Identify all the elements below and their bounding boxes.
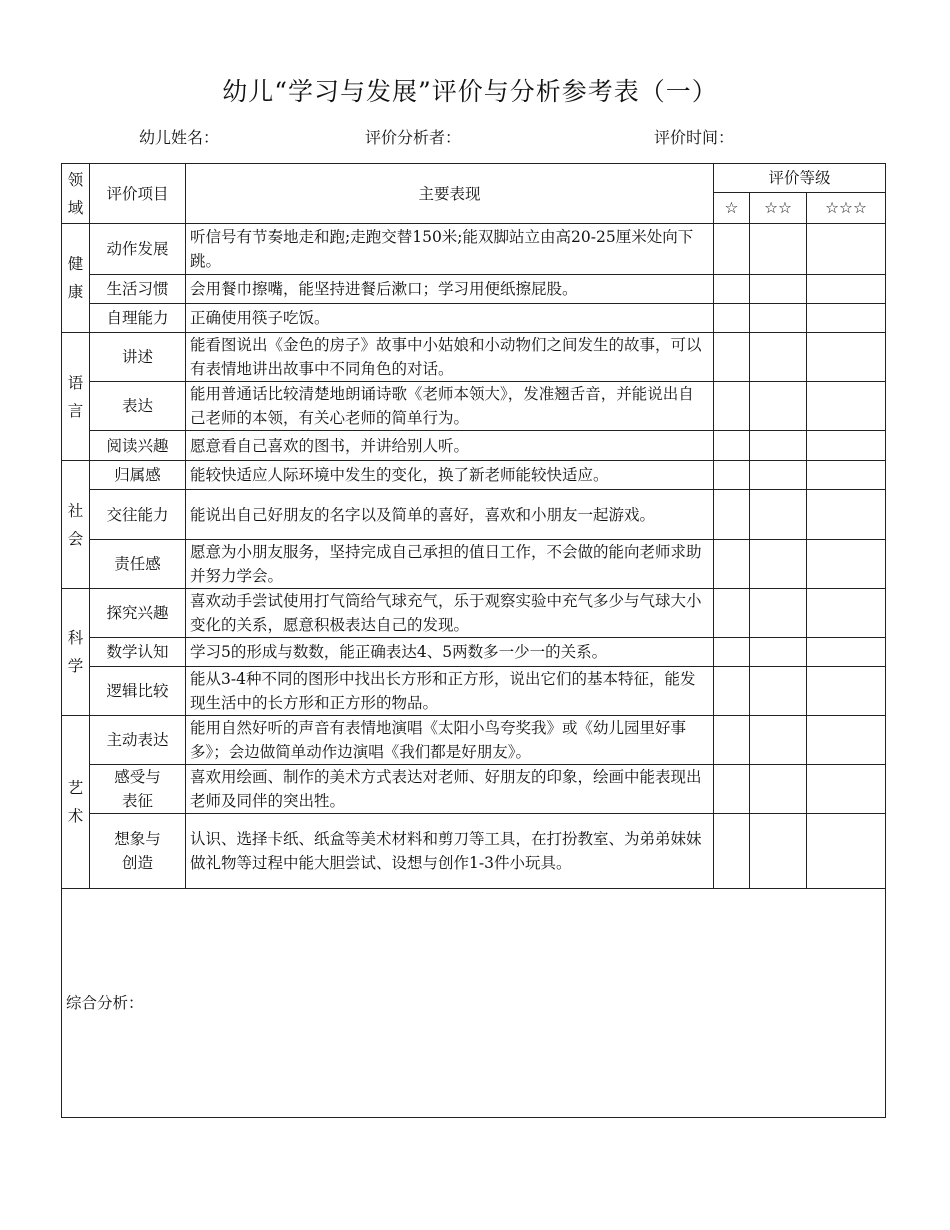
item-label: 逻辑比较 [90, 667, 186, 716]
grade-cell-1[interactable] [714, 461, 750, 490]
performance-text: 能用普通话比较清楚地朗诵诗歌《老师本领大》，发准翘舌音，并能说出自己老师的本领，有关心老师的简单行为。 [186, 382, 714, 431]
grade-cell-1[interactable] [714, 382, 750, 431]
grade-cell-2[interactable] [750, 716, 807, 765]
item-label: 动作发展 [90, 224, 186, 275]
grade-cell-2[interactable] [750, 638, 807, 667]
item-label: 自理能力 [90, 304, 186, 333]
item-label: 归属感 [90, 461, 186, 490]
grade-cell-3[interactable] [807, 382, 886, 431]
performance-text: 会用餐巾擦嘴，能坚持进餐后漱口；学习用便纸擦屁股。 [186, 275, 714, 304]
grade-cell-3[interactable] [807, 461, 886, 490]
performance-text: 喜欢动手尝试使用打气筒给气球充气，乐于观察实验中充气多少与气球大小变化的关系，愿意积极表达自己的发现。 [186, 589, 714, 638]
grade-cell-2[interactable] [750, 275, 807, 304]
grade-cell-1[interactable] [714, 431, 750, 461]
performance-text: 能用自然好听的声音有表情地演唱《太阳小鸟夸奖我》或《幼儿园里好事多》；会边做简单动作边演唱《我们都是好朋友》。 [186, 716, 714, 765]
domain-char: 社 [67, 501, 84, 520]
header-grade-2: ☆☆ [750, 193, 807, 224]
header-domain-char-1: 领 [67, 170, 84, 189]
grade-cell-3[interactable] [807, 765, 886, 814]
grade-cell-1[interactable] [714, 667, 750, 716]
grade-cell-3[interactable] [807, 814, 886, 889]
grade-cell-1[interactable] [714, 589, 750, 638]
performance-text: 学习5的形成与数数，能正确表达4、5两数多一少一的关系。 [186, 638, 714, 667]
item-label: 责任感 [90, 540, 186, 589]
item-label: 表达 [90, 382, 186, 431]
grade-cell-2[interactable] [750, 814, 807, 889]
grade-cell-2[interactable] [750, 589, 807, 638]
item-label-line: 表征 [121, 792, 153, 810]
grade-cell-1[interactable] [714, 540, 750, 589]
date-label: 评价时间： [654, 128, 735, 147]
item-label: 生活习惯 [90, 275, 186, 304]
performance-text: 愿意为小朋友服务，坚持完成自己承担的值日工作，不会做的能向老师求助并努力学会。 [186, 540, 714, 589]
domain-social [62, 461, 90, 589]
header-grade-1: ☆ [714, 193, 750, 224]
child-name-label: 幼儿姓名： [139, 128, 220, 147]
header-domain [62, 164, 90, 224]
performance-text: 能说出自己好朋友的名字以及简单的喜好，喜欢和小朋友一起游戏。 [186, 490, 714, 540]
domain-char: 学 [67, 657, 84, 675]
domain-science [62, 589, 90, 716]
evaluation-table [61, 163, 886, 1118]
domain-char: 健 [67, 255, 84, 273]
grade-cell-1[interactable] [714, 814, 750, 889]
item-label: 主动表达 [90, 716, 186, 765]
domain-art [62, 716, 90, 889]
grade-cell-2[interactable] [750, 461, 807, 490]
performance-text: 听信号有节奏地走和跑;走跑交替150米;能双脚站立由高20-25厘米处向下跳。 [186, 224, 714, 275]
header-domain-char-2: 域 [67, 198, 84, 217]
grade-cell-3[interactable] [807, 333, 886, 382]
grade-cell-3[interactable] [807, 638, 886, 667]
item-label: 交往能力 [90, 490, 186, 540]
grade-cell-1[interactable] [714, 275, 750, 304]
item-label-line: 感受与 [114, 768, 161, 786]
grade-cell-3[interactable] [807, 431, 886, 461]
domain-char: 科 [67, 629, 84, 647]
item-label: 讲述 [90, 333, 186, 382]
domain-char: 会 [67, 529, 84, 548]
grade-cell-2[interactable] [750, 224, 807, 275]
grade-cell-3[interactable] [807, 716, 886, 765]
page-title: 幼儿“学习与发展”评价与分析参考表（一） [222, 77, 718, 106]
performance-text: 能从3-4种不同的图形中找出长方形和正方形，说出它们的基本特征，能发现生活中的长方形和正方形的物品。 [186, 667, 714, 716]
evaluator-label: 评价分析者： [365, 128, 462, 147]
grade-cell-1[interactable] [714, 304, 750, 333]
item-label [90, 765, 186, 814]
item-label: 探究兴趣 [90, 589, 186, 638]
grade-cell-2[interactable] [750, 765, 807, 814]
domain-char: 康 [67, 283, 84, 301]
grade-cell-1[interactable] [714, 490, 750, 540]
summary-label: 综合分析： [66, 994, 144, 1012]
grade-cell-3[interactable] [807, 224, 886, 275]
grade-cell-2[interactable] [750, 540, 807, 589]
domain-char: 语 [67, 373, 84, 392]
header-item: 评价项目 [90, 164, 186, 224]
performance-text: 认识、选择卡纸、纸盒等美术材料和剪刀等工具，在打扮教室、为弟弟妹妹做礼物等过程中能大胆尝试、设想与创作1-3件小玩具。 [186, 814, 714, 889]
performance-text: 愿意看自己喜欢的图书，并讲给别人听。 [186, 431, 714, 461]
grade-cell-2[interactable] [750, 382, 807, 431]
performance-text: 能较快适应人际环境中发生的变化，换了新老师能较快适应。 [186, 461, 714, 490]
grade-cell-3[interactable] [807, 589, 886, 638]
grade-cell-3[interactable] [807, 490, 886, 540]
grade-cell-1[interactable] [714, 638, 750, 667]
grade-cell-2[interactable] [750, 490, 807, 540]
domain-char: 艺 [67, 779, 84, 797]
item-label [90, 814, 186, 889]
performance-text: 喜欢用绘画、制作的美术方式表达对老师、好朋友的印象，绘画中能表现出老师及同伴的突出牲。 [186, 765, 714, 814]
grade-cell-1[interactable] [714, 224, 750, 275]
domain-char: 术 [67, 807, 84, 825]
grade-cell-3[interactable] [807, 667, 886, 716]
performance-text: 能看图说出《金色的房子》故事中小姑娘和小动物们之间发生的故事，可以有表情地讲出故事中不同角色的对话。 [186, 333, 714, 382]
header-grade: 评价等级 [714, 164, 886, 193]
grade-cell-2[interactable] [750, 667, 807, 716]
domain-health [62, 224, 90, 333]
performance-text: 正确使用筷子吃饭。 [186, 304, 714, 333]
domain-char: 言 [67, 401, 84, 420]
item-label: 阅读兴趣 [90, 431, 186, 461]
grade-cell-2[interactable] [750, 304, 807, 333]
grade-cell-1[interactable] [714, 716, 750, 765]
item-label-line: 创造 [121, 854, 153, 872]
header-performance: 主要表现 [186, 164, 714, 224]
item-label-line: 想象与 [114, 830, 161, 848]
grade-cell-3[interactable] [807, 304, 886, 333]
item-label: 数学认知 [90, 638, 186, 667]
grade-cell-2[interactable] [750, 431, 807, 461]
grade-cell-2[interactable] [750, 333, 807, 382]
header-grade-3: ☆☆☆ [807, 193, 886, 224]
grade-cell-3[interactable] [807, 540, 886, 589]
summary-area[interactable] [62, 889, 886, 1118]
grade-cell-1[interactable] [714, 333, 750, 382]
domain-language [62, 333, 90, 461]
grade-cell-3[interactable] [807, 275, 886, 304]
grade-cell-1[interactable] [714, 765, 750, 814]
